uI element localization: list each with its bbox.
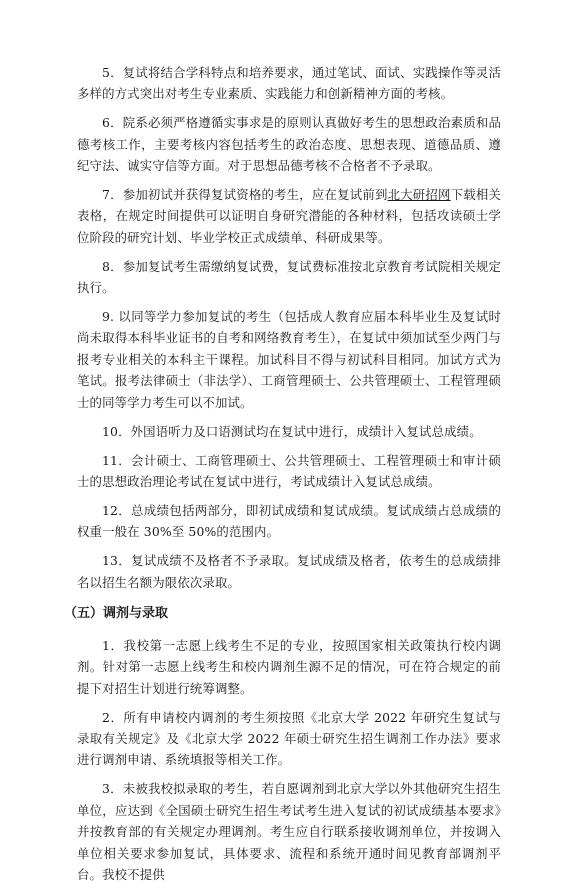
paragraph-13: 13．复试成绩不及格者不予录取。复试成绩及格者，依考生的总成绩排名以招生名额为限依次录取。 <box>77 553 501 590</box>
paragraph-7-text-after: 下载相关表格，在规定时间提供可以证明自身研究潜能的各种材料，包括攻读硕士学位阶段的研究计划、毕业学校正式成绩单、科研成果等。 <box>77 187 501 245</box>
paragraph-adjust-1: 1．我校第一志愿上线考生不足的专业，按照国家相关政策执行校内调剂。针对第一志愿上线考生和校内调剂生源不足的情况，可在符合规定的前提下对招生计划进行统筹调整。 <box>77 637 501 696</box>
pku-admissions-link[interactable]: 北大研招网 <box>387 187 451 203</box>
paragraph-6: 6．院系必须严格遵循实事求是的原则认真做好考生的思想政治素质和品德考核工作，主要考核内容包括考生的政治态度、思想表现、道德品质、遵纪守法、诚实守信等方面。对于思想品德考核不合格者不予录取。 <box>77 115 501 174</box>
paragraph-7-text-before: 7．参加初试并获得复试资格的考生，应在复试前到 <box>102 187 388 203</box>
paragraph-adjust-3: 3．未被我校拟录取的考生，若自愿调剂到北京大学以外其他研究生招生单位，应达到《全国硕士研究生招生考试考生进入复试的初试成绩基本要求》并按教育部的有关规定办理调剂。考生应自行联系接收调剂单位，并按调入单位相关要求参加复试，具体要求、流程和系统开通时间见教育部调剂平台。我校不提供 <box>77 781 501 882</box>
section-heading-adjustment-admission: （五）调剂与录取 <box>64 605 169 621</box>
paragraph-10: 10．外国语听力及口语测试均在复试中进行，成绩计入复试总成绩。 <box>102 423 482 439</box>
paragraph-9: 9. 以同等学力参加复试的考生（包括成人教育应届本科毕业生及复试时尚未取得本科毕业证书的自考和网络教育考生），在复试中须加试至少两门与报考专业相关的本科主干课程。加试科目不得与初试科目相同。加试方式为笔试。报考法律硕士（非法学）、工商管理硕士、公共管理硕士、工程管理硕士的同等学力考生可以不加试。 <box>77 309 501 410</box>
paragraph-5: 5．复试将结合学科特点和培养要求，通过笔试、面试、实践操作等灵活多样的方式突出对考生专业素质、实践能力和创新精神方面的考核。 <box>77 65 501 102</box>
paragraph-8: 8．参加复试考生需缴纳复试费，复试费标准按北京教育考试院相关规定执行。 <box>77 258 501 296</box>
paragraph-12: 12．总成绩包括两部分，即初试成绩和复试成绩。复试成绩占总成绩的权重一般在 30%至 50%的范围内。 <box>77 502 501 540</box>
paragraph-adjust-2: 2．所有申请校内调剂的考生须按照《北京大学 2022 年研究生复试与录取有关规定》及《北京大学 2022 年硕士研究生招生调剂工作办法》要求进行调剂申请、系统填报等相关工作。 <box>77 709 501 768</box>
paragraph-7 <box>77 184 501 248</box>
document-body <box>64 62 501 893</box>
paragraph-11: 11．会计硕士、工商管理硕士、公共管理硕士、工程管理硕士和审计硕士的思想政治理论考试在复试中进行，考试成绩计入复试总成绩。 <box>77 452 501 489</box>
